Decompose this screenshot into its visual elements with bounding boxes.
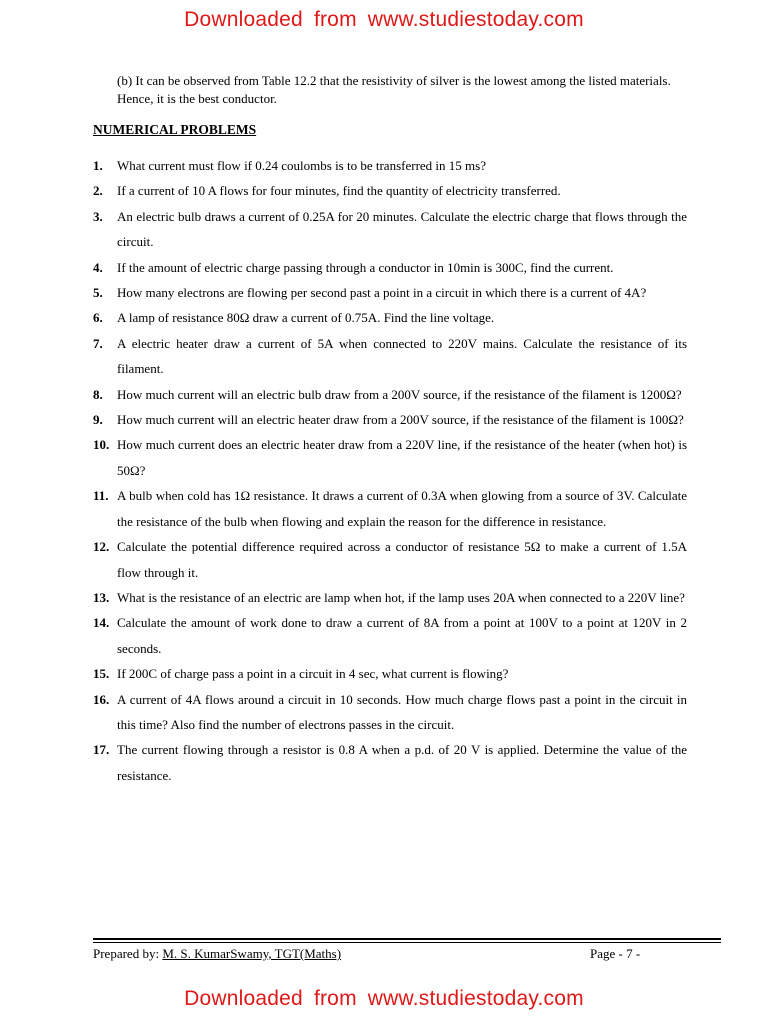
problem-item: [93, 687, 687, 738]
problem-item: [93, 382, 687, 407]
problem-item: [93, 331, 687, 382]
download-banner-top: Downloaded from www.studiestoday.com: [184, 8, 584, 31]
footer-rule-thin: [93, 942, 721, 943]
problem-number: 14.: [93, 615, 110, 631]
problem-text: If the amount of electric charge passing through a conductor in 10min is 300C, find the current.: [117, 259, 614, 275]
author-name: M. S. KumarSwamy, TGT(Maths): [162, 946, 342, 961]
problem-number: 17.: [93, 742, 110, 758]
problem-text: Calculate the amount of work done to draw a current of 8A from a point at 100V to a point at 120V in 2 seconds.: [117, 615, 687, 656]
problem-number: 4.: [93, 259, 103, 275]
problem-number: 15.: [93, 666, 110, 682]
problem-text: What current must flow if 0.24 coulombs is to be transferred in 15 ms?: [117, 158, 486, 173]
problem-number: 3.: [93, 208, 103, 224]
problem-item: [93, 407, 687, 432]
problem-text: If a current of 10 A flows for four minutes, find the quantity of electricity transferred.: [117, 183, 561, 199]
problem-text: What is the resistance of an electric are lamp when hot, if the lamp uses 20A when connected to a 220V line?: [117, 589, 685, 605]
problem-number: 2.: [93, 183, 103, 199]
problem-text: How much current will an electric heater draw from a 200V source, if the resistance of the filament is 100Ω?: [117, 412, 684, 428]
problem-number: 8.: [93, 386, 103, 402]
problem-item: [93, 534, 687, 585]
problem-item: [93, 255, 687, 280]
problem-list: [93, 153, 687, 788]
prepared-label: Prepared by:: [93, 946, 160, 961]
problem-number: 12.: [93, 539, 110, 555]
problem-number: 1.: [93, 158, 103, 173]
problem-item: [93, 153, 687, 178]
problem-text: How many electrons are flowing per second past a point in a circuit in which there is a current of 4A?: [117, 285, 647, 301]
problem-number: 5.: [93, 285, 103, 301]
problem-item: [93, 432, 687, 483]
download-banner-bottom: Downloaded from www.studiestoday.com: [184, 987, 584, 1010]
problem-number: 11.: [93, 488, 109, 504]
problem-number: 9.: [93, 412, 103, 428]
problem-number: 10.: [93, 437, 110, 453]
intro-paragraph: (b) It can be observed from Table 12.2 that the resistivity of silver is the lowest among the listed materials. Hence, it is the best conductor.: [117, 73, 671, 106]
problem-item: [93, 585, 687, 610]
problem-item: [93, 204, 687, 255]
problem-text: A lamp of resistance 80Ω draw a current of 0.75A. Find the line voltage.: [117, 310, 495, 326]
problem-text: A current of 4A flows around a circuit in 10 seconds. How much charge flows past a point in the circuit in this time? Also find the number of electrons passes in the circuit.: [117, 691, 687, 732]
problem-number: 16.: [93, 691, 110, 707]
footer-prepared-by: [93, 946, 341, 962]
problem-text: An electric bulb draws a current of 0.25A for 20 minutes. Calculate the electric charge that flows through the circuit.: [117, 208, 687, 250]
problem-text: If 200C of charge pass a point in a circuit in 4 sec, what current is flowing?: [117, 666, 509, 682]
section-heading: NUMERICAL PROBLEMS: [93, 122, 257, 137]
footer-rule-thick: [93, 938, 721, 940]
problem-text: The current flowing through a resistor is 0.8 A when a p.d. of 20 V is applied. Determine the value of the resistance.: [117, 742, 687, 783]
page-number: Page - 7 -: [590, 946, 641, 961]
problem-number: 13.: [93, 589, 110, 605]
problem-item: [93, 610, 687, 661]
problem-text: A electric heater draw a current of 5A when connected to 220V mains. Calculate the resistance of its filament.: [117, 335, 687, 377]
problem-item: [93, 178, 687, 203]
problem-text: How much current does an electric heater draw from a 220V line, if the resistance of the heater (when hot) is 50Ω?: [117, 437, 687, 478]
problem-number: 7.: [93, 335, 103, 351]
problem-text: How much current will an electric bulb draw from a 200V source, if the resistance of the filament is 1200Ω?: [117, 386, 682, 402]
problem-item: [93, 280, 687, 305]
problem-text: Calculate the potential difference required across a conductor of resistance 5Ω to make a current of 1.5A flow through it.: [117, 539, 687, 580]
problem-item: [93, 661, 687, 686]
problem-text: A bulb when cold has 1Ω resistance. It draws a current of 0.3A when glowing from a source of 3V. Calculate the resistance of the bulb when flowing and explain the reason for the difference in resistance.: [117, 488, 687, 529]
problem-number: 6.: [93, 310, 103, 326]
problem-item: [93, 305, 687, 330]
problem-item: [93, 737, 687, 788]
problem-item: [93, 483, 687, 534]
